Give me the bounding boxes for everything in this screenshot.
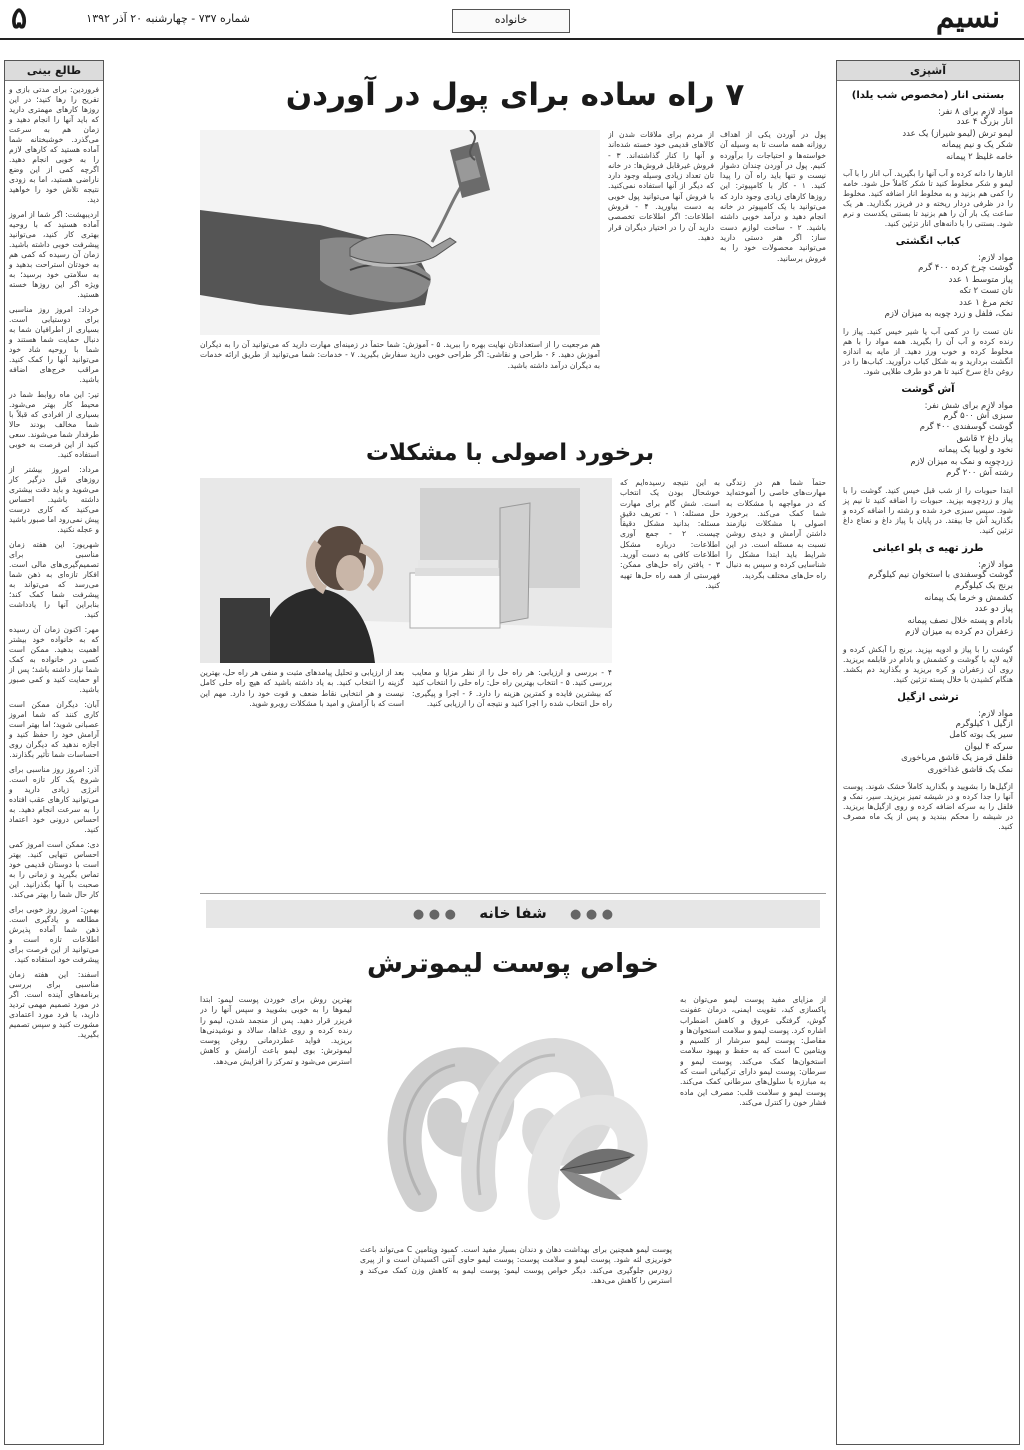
recipe-method: انارها را دانه کرده و آب آنها را بگیرید. آب انار را با آب لیمو و شکر مخلوط کنید تا شکر کاملاً حل شود. خامه را کمی هم بزنید و به مخلوط انار اضافه کنید. مخلوط را در ظرفی دردار ریخته و در فریزر بگذارید. هر یک ساعت یک بار آن را هم بزنید تا بستنی یکدست و نرم شود. بستنی را با دانه‌های انار تزئین کنید.	[843, 169, 1013, 228]
lemon-column-3: بهترین روش برای خوردن پوست لیمو: ابتدا لیموها را به خوبی بشویید و سپس آنها را در فریزر قرار دهید. پس از منجمد شدن، لیمو را رنده کرده و روی غذاها، سالاد و نوشیدنی‌ها بریزید. فواید عطردرمانی روغن پوست لیموترش: بوی لیمو باعث آرامش و کاهش استرس می‌شود و تمرکز را افزایش می‌دهد.	[200, 995, 352, 1066]
horoscope-paragraph: آذر: امروز روز مناسبی برای شروع یک کار تازه است. انرژی زیادی دارید و می‌توانید کارهای عقب افتاده را به سرعت انجام دهید. به احساس درونی خود اعتماد کنید.	[9, 765, 99, 834]
money-headline: ۷ راه ساده برای پول در آوردن	[285, 77, 745, 113]
recipe-label: مواد لازم برای ۸ نفر:	[938, 107, 1013, 117]
shafakhaneh-banner-text: شفا خانه	[479, 904, 547, 922]
page-number: ۵	[10, 1, 28, 36]
recipe	[843, 91, 1013, 229]
magic-lamp-illustration	[200, 130, 600, 335]
recipe-method: نان تست را در کمی آب یا شیر خیس کنید. پیاز را رنده کرده و آب آن را بگیرید. همه مواد را با هم مخلوط کرده و خوب ورز دهید. از مایه به اندازه انگشت بردارید و به شکل کباب درآورید. کباب‌ها را در روغن داغ سرخ کنید تا هر دو طرف طلایی شود.	[843, 326, 1013, 376]
horoscope-paragraph: اردیبهشت: اگر شما از امروز آماده هستید که با روحیه بهتری کار کنید، می‌توانید پیشرفت خوبی داشته باشید. زمان آن رسیده که کمی هم به خودتان استراحت بدهید و به سلامتی خود برسید؛ به ویژه اگر این روزها خسته هستید.	[9, 210, 99, 299]
recipe-label: مواد لازم:	[978, 708, 1013, 719]
ingredient: رشته آش ۲۰۰ گرم	[946, 468, 1013, 478]
recipe	[843, 385, 1013, 536]
money-column-3: هم مرجعیت را از استعدادتان نهایت بهره را ببرید. ۵ - آموزش: شما حتماً در زمینه‌ای مهارت دارید که می‌توانید آن را به دیگران آموزش دهید. ۶ - طراحی و نقاشی: اگر طراحی خوبی دارید سفارش بگیرید. ۷ - خدمات: شما می‌توانید از طریق ارائه خدمات به دیگران درآمد داشته باشید.	[200, 340, 600, 370]
banner-dots-left: ● ● ●	[570, 907, 614, 922]
horoscope-body	[5, 81, 103, 1445]
ingredient: برنج یک کیلوگرم	[954, 581, 1013, 591]
cooking-body	[837, 81, 1019, 1443]
recipe-method: گوشت را با پیاز و ادویه بپزید. برنج را آبکش کرده و لایه لایه با گوشت و کشمش و بادام در قابلمه بریزید. روی آن زعفران و کره بریزید و بگذارید دم بکشد. هنگام کشیدن با خلال پسته تزئین کنید.	[843, 644, 1013, 684]
ingredient: سبزی آش ۵۰۰ گرم	[943, 410, 1013, 421]
ingredient: پیاز داغ ۲ قاشق	[956, 433, 1013, 444]
ingredient: فلفل قرمز یک قاشق مرباخوری	[901, 753, 1013, 763]
problems-headline: برخورد اصولی با مشکلات	[365, 440, 655, 466]
horoscope-paragraph: فروردین: برای مدتی بازی و تفریح را رها کنید؛ در این روزها کارهای مهمتری دارید که باید آنها را انجام دهید و زمان هم به سرعت می‌گذرد. خوشبختانه شما آماده هستید که کارهای لازم را به خوبی انجام دهید. اگرچه کمی از این وضع ناراضی هستید، اما به زودی نتیجه تلاش خود را خواهید دید.	[9, 85, 99, 204]
recipe-method: ازگیل‌ها را بشویید و بگذارید کاملاً خشک شوند. پوست آنها را جدا کرده و در شیشه تمیز بریزید. سیر، نمک و فلفل را به سرکه اضافه کرده و روی ازگیل‌ها بریزید. در شیشه را محکم ببندید و پس از یک ماه مصرف کنید.	[843, 782, 1013, 831]
ingredient: گوشت گوسفندی با استخوان نیم کیلوگرم	[868, 569, 1013, 580]
lemon-peel-photo	[360, 995, 672, 1240]
recipe-name: بستنی انار (مخصوص شب یلدا)	[851, 90, 1005, 101]
recipe-name: آش گوشت	[901, 383, 955, 395]
ingredient: گوشت گوسفندی ۴۰۰ گرم	[919, 422, 1013, 432]
lemon-peel-headline: خواص پوست لیموترش	[366, 949, 660, 979]
cooking-title: آشپزی	[837, 61, 1019, 81]
section-divider	[200, 893, 826, 894]
horoscope-paragraph: بهمن: امروز روز خوبی برای مطالعه و یادگیری است. ذهن شما آماده پذیرش اطلاعات تازه است و می‌توانید از این فرصت برای پیشرفت خود استفاده کنید.	[9, 905, 99, 964]
ingredient: گوشت چرخ کرده ۴۰۰ گرم	[918, 263, 1013, 273]
problems-column-4: بعد از ارزیابی و تحلیل پیامدهای مثبت و منفی هر راه حل، بهترین گزینه را انتخاب کنید. به یاد داشته باشید که هیچ راه حلی کامل نیست و هر انتخابی نقاط ضعف و قوت خود را دارد. مهم این است که با آرامش و امید با مشکلات روبرو شوید.	[200, 668, 404, 708]
problems-column-2: به این نتیجه رسیده‌ایم که خوشحال بودن یک انتخاب است. شش گام برای مهارت حل مسئله: ۱ - تعریف دقیق مسئله: بدانید مشکل دقیقاً چیست. ۲ - جمع آوری اطلاعات: درباره مشکل اطلاعات کافی به دست آورید. ۳ - یافتن راه حل‌های ممکن: فهرستی از همه راه حل‌ها تهیه کنید.	[620, 478, 720, 590]
lemon-peel-illustration	[360, 995, 672, 1240]
newspaper-logo: نسیم	[935, 0, 1001, 35]
shafakhaneh-banner	[206, 900, 820, 928]
ingredient: لیمو ترش (لیمو شیراز) یک عدد	[902, 128, 1013, 139]
horoscope-paragraph: خرداد: امروز روز مناسبی برای دوستیابی است. بسیاری از اطرافیان شما به دنبال حمایت شما هستند و شما با روحیه شاد خود می‌توانید آنها را کمک کنید. مراقب خرج‌های اضافه باشید.	[9, 305, 99, 384]
recipe	[843, 693, 1013, 833]
recipe-method: ابتدا حبوبات را از شب قبل خیس کنید. گوشت را با پیاز و زردچوبه بپزید. حبوبات را اضافه کنید تا نیم پز شود. سپس سبزی خرد شده و رشته را اضافه کرده و بگذارید آش جا بیفتد. در پایان با پیاز داغ و نعناع داغ تزئین کنید.	[843, 485, 1013, 535]
ingredient: نمک یک قاشق غذاخوری	[927, 764, 1013, 775]
issue-line: شماره ۷۳۷ - چهارشنبه ۲۰ آذر ۱۳۹۲	[86, 12, 250, 25]
ingredient: نان تست ۲ تکه	[959, 286, 1013, 296]
ingredient: زردچوبه و نمک به میزان لازم	[910, 456, 1013, 467]
ingredient: انار بزرگ ۴ عدد	[956, 117, 1013, 127]
recipe-name: ترشی ازگیل	[897, 691, 959, 703]
page-header	[0, 0, 1024, 40]
ingredient: ازگیل ۱ کیلوگرم	[955, 718, 1013, 729]
recipe-label: مواد لازم:	[978, 253, 1013, 263]
horoscope-title: طالع بینی	[5, 61, 103, 81]
stressed-woman-photo	[200, 478, 612, 663]
horoscope-paragraph: دی: ممکن است امروز کمی احساس تنهایی کنید. بهتر است با دوستان قدیمی خود تماس بگیرید و زمانی را به صحبت با آنها بگذرانید. این کار حال شما را بهتر می‌کند.	[9, 840, 99, 899]
money-column-1: پول در آوردن یکی از اهداف روزانه همه ماست تا به وسیله آن خواسته‌ها و احتیاجات را برآورده کنیم. پول در آوردن چندان دشوار نیست و تنها باید راه آن را پیدا کنید. ۱ - کار با کامپیوتر: این روزها کارهای زیادی وجود دارد که می‌توانید با یک کامپیوتر در خانه انجام دهید و درآمد خوبی داشته باشید. ۲ - ساخت لوازم دست ساز: اگر هنر دستی دارید می‌توانید محصولات خود را به فروش برسانید.	[720, 130, 826, 263]
ingredient: نمک، فلفل و زرد چوبه به میزان لازم	[884, 309, 1013, 319]
recipe	[843, 544, 1013, 685]
recipe-name: طرز تهیه ی پلو اعیانی	[872, 542, 984, 554]
ingredient: پیاز دو عدد	[974, 604, 1013, 614]
ingredient: خامه غلیظ ۲ پیمانه	[946, 151, 1013, 162]
problems-column-3: ۴ - بررسی و ارزیابی: هر راه حل را از نظر مزایا و معایب بررسی کنید. ۵ - انتخاب بهترین راه حل: راه حلی را انتخاب کنید که بیشترین فایده و کمترین هزینه را دارد. ۶ - اجرا و پیگیری: راه حل انتخاب شده را اجرا کنید و نتیجه آن را ارزیابی کنید.	[412, 668, 612, 708]
recipe-label: مواد لازم:	[978, 559, 1013, 570]
recipe-name: کباب انگشتی	[895, 236, 961, 247]
ingredient: زعفران دم کرده به میزان لازم	[905, 627, 1013, 637]
lemon-column-2: پوست لیمو همچنین برای بهداشت دهان و دندان بسیار مفید است. کمبود ویتامین C می‌تواند باعث خونریزی لثه شود. پوست لیمو و سلامت پوست: پوست لیمو حاوی آنتی اکسیدان است و از پیری زودرس جلوگیری می‌کند. دیگر خواص پوست لیمو: پوست لیمو به کاهش وزن کمک می‌کند و استرس را کاهش می‌دهد.	[360, 1245, 672, 1285]
ingredient: سرکه ۴ لیوان	[964, 741, 1013, 752]
horoscope-paragraph: اسفند: این هفته زمان مناسبی برای بررسی برنامه‌های آینده است. اگر در مورد تصمیم مهمی تردید دارید، با فرد مورد اعتمادی مشورت کنید و سپس تصمیم بگیرید.	[9, 970, 99, 1039]
cooking-column	[836, 60, 1020, 1445]
lemon-column-1: از مزایای مفید پوست لیمو می‌توان به پاکسازی کبد، تقویت ایمنی، درمان عفونت گوش، گرفتگی عروق و کاهش اضطراب اشاره کرد. پوست لیمو و سلامت استخوان‌ها و مفاصل: پوست لیمو سرشار از کلسیم و ویتامین C است که به حفظ و بهبود سلامت استخوان‌ها کمک می‌کند. پوست لیمو و سرطان: پوست لیمو دارای ترکیباتی است که به مبارزه با سلول‌های سرطانی کمک می‌کند. پوست لیمو و سلامت قلب: مصرف این ماده فشار خون را کنترل می‌کند.	[680, 995, 826, 1107]
banner-dots-right: ● ● ●	[412, 907, 456, 922]
ingredient: نخود و لوبیا یک پیمانه	[938, 445, 1013, 455]
problems-column-1: حتماً شما هم در زندگی مهارت‌های خاصی را آموخته‌اید که در مواجهه با مشکلات به شما کمک می‌کند. برخورد اصولی با مشکلات نیازمند داشتن آرامش و دیدی روشن نسبت به مسئله است. در این شرایط باید ابتدا مشکل را شناسایی کرده و سپس به دنبال راه حل‌های مختلف بگردید.	[726, 478, 826, 580]
ingredient: کشمش و خرما یک پیمانه	[924, 592, 1013, 603]
section-label	[452, 9, 570, 33]
horoscope-paragraph: مهر: اکنون زمان آن رسیده که به خانواده خود بیشتر اهمیت بدهید. ممکن است کسی در خانواده به کمک شما نیاز داشته باشد؛ پس از او حمایت کنید و کمی صبور باشید.	[9, 625, 99, 694]
money-photo	[200, 130, 600, 335]
ingredient: شکر یک و نیم پیمانه	[941, 140, 1013, 150]
horoscope-paragraph: مرداد: امروز بیشتر از روزهای قبل درگیر کار می‌شوید و باید دقت بیشتری داشته باشید. احساس می‌کنید که کاری درست پیش نمی‌رود اما صبور باشید و عجله نکنید.	[9, 465, 99, 534]
horoscope-paragraph: شهریور: این هفته زمان مناسبی برای تصمیم‌گیری‌های مالی است. افکار تازه‌ای به ذهن شما می‌رسد که می‌تواند به پیشرفت شما کمک کند؛ بنابراین آنها را یادداشت کنید.	[9, 540, 99, 619]
section-label-text: خانواده	[494, 13, 528, 26]
horoscope-paragraph: تیر: این ماه روابط شما در محیط کار بهتر می‌شود. بسیاری از افرادی که قبلاً با شما مخالف بودند حالا طرفدار شما می‌شوند. سعی کنید از این فرصت به خوبی استفاده کنید.	[9, 390, 99, 459]
ingredient: تخم مرغ ۱ عدد	[959, 297, 1013, 308]
recipe-label: مواد لازم برای شش نفر:	[924, 400, 1013, 411]
horoscope-column	[4, 60, 104, 1445]
recipe	[843, 237, 1013, 377]
horoscope-paragraph: آبان: دیگران ممکن است کاری کنند که شما امروز عصبانی شوید؛ اما بهتر است آرامش خود را حفظ کنید و اجازه ندهید که دیگران روی احساسات شما تأثیر بگذارند.	[9, 700, 99, 759]
ingredient: بادام و پسته خلال نصف پیمانه	[907, 615, 1013, 626]
ingredient: سیر یک بوته کامل	[949, 730, 1013, 740]
money-column-2: از مردم برای ملاقات شدن از کالاهای قدیمی خود خسته شده‌اند و آنها را کنار گذاشته‌اند. ۳ - فروش غیرقابل فروش‌ها: در خانه تان تعداد زیادی وسیله وجود دارد که دیگر از آنها استفاده نمی‌کنید. با فروش آنها می‌توانید پول خوبی به دست بیاورید. ۴ - فروش اطلاعات: اگر اطلاعات تخصصی دارید آن را در اختیار دیگران قرار دهید.	[608, 130, 714, 242]
ingredient: پیاز متوسط ۱ عدد	[948, 274, 1013, 285]
stressed-woman-illustration	[200, 478, 612, 663]
